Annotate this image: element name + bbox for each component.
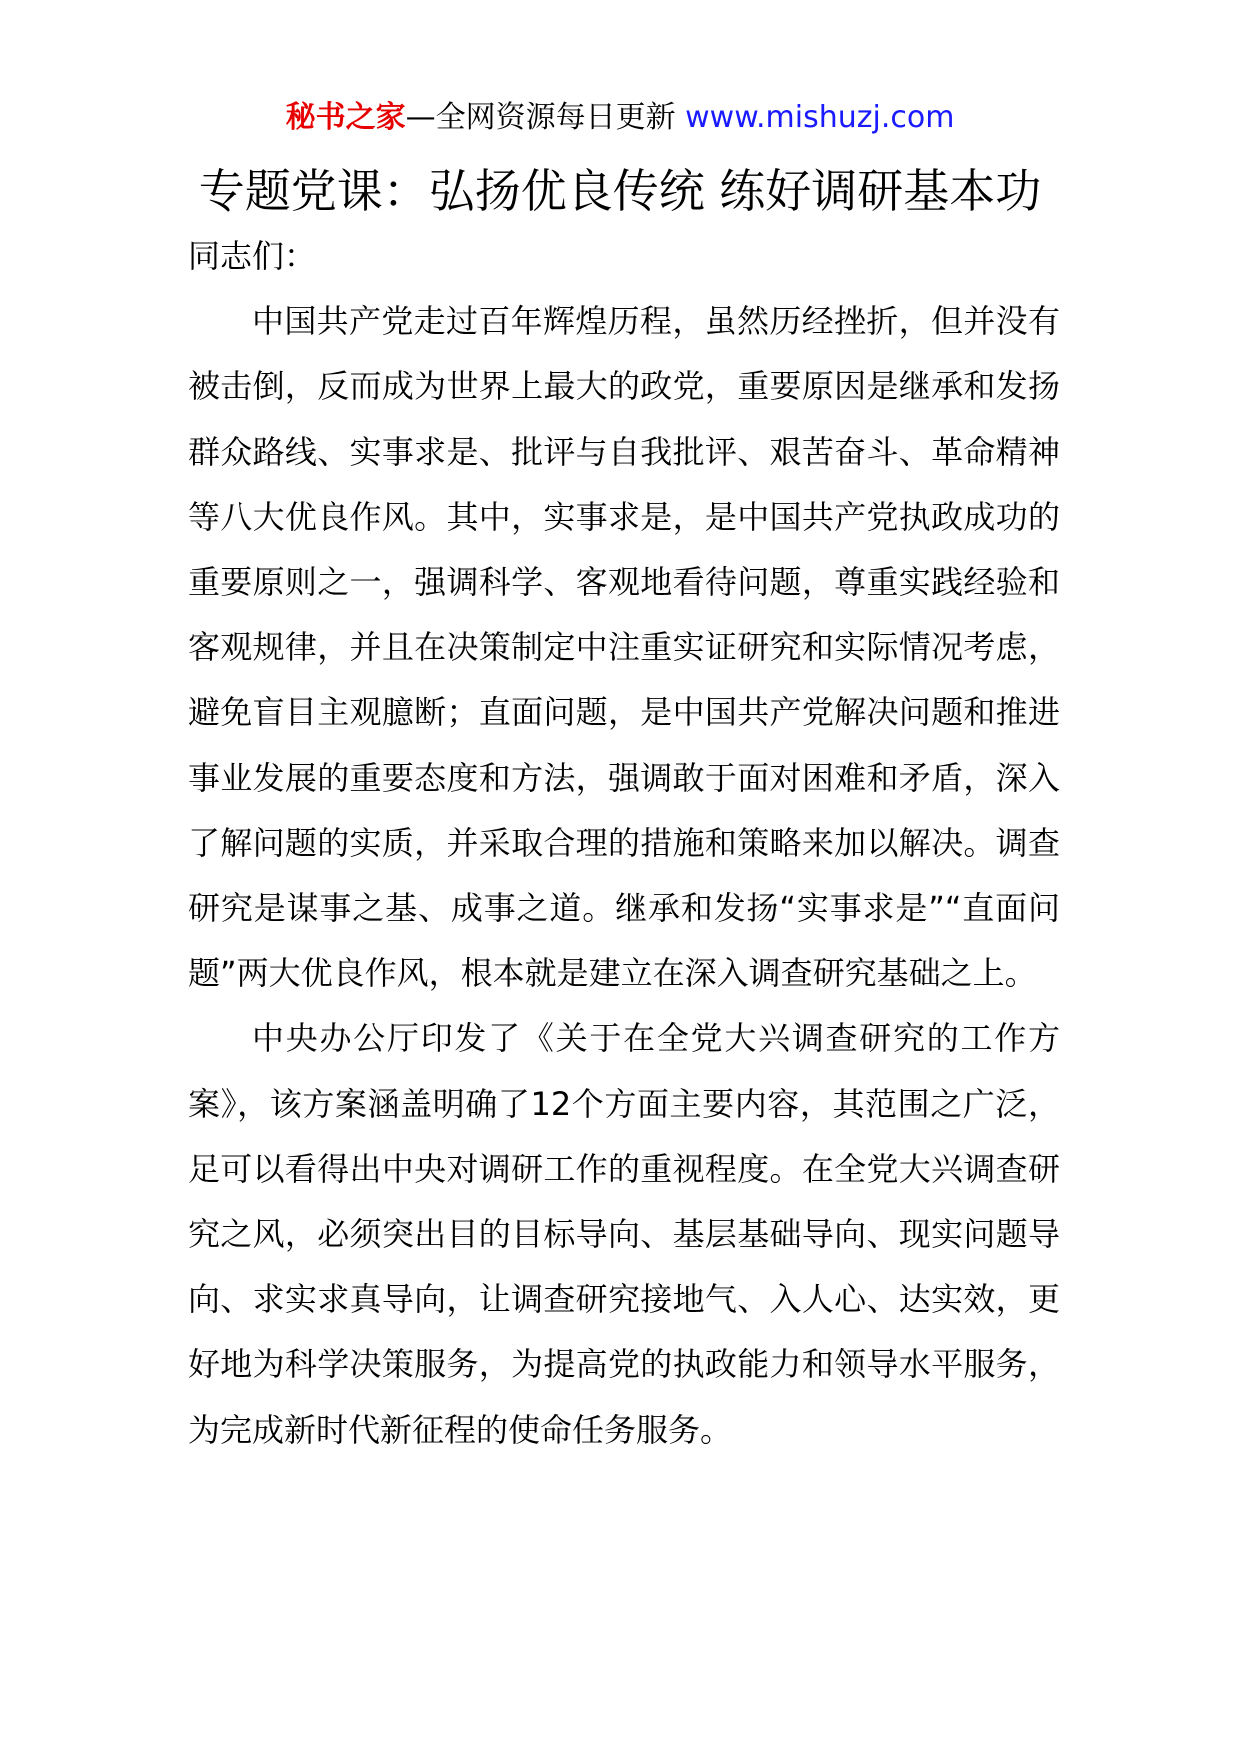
site-url-link[interactable]: www.mishuzj.com	[685, 100, 955, 135]
site-header	[0, 98, 1240, 138]
paragraph-2: 中央办公厅印发了《关于在全党大兴调查研究的工作方案》，该方案涵盖明确了12个方面主要内容，其范围之广泛，足可以看得出中央对调研工作的重视程度。在全党大兴调查研究之风，必须突出目的目标导向、基层基础导向、现实问题导向、求实求真导向，让调查研究接地气、入人心、达实效，更好地为科学决策服务，为提高党的执政能力和领导水平服务，为完成新时代新征程的使命任务服务。	[188, 1019, 1060, 1449]
page-title: 专题党课：弘扬优良传统 练好调研基本功	[198, 164, 1042, 218]
document-body	[188, 224, 1060, 1463]
salutation: 同志们：	[188, 237, 317, 275]
site-tagline: —全网资源每日更新	[405, 100, 686, 135]
paragraph-1: 中国共产党走过百年辉煌历程，虽然历经挫折，但并没有被击倒，反而成为世界上最大的政党，重要原因是继承和发扬群众路线、实事求是、批评与自我批评、艰苦奋斗、革命精神等八大优良作风。其中，实事求是，是中国共产党执政成功的重要原则之一，强调科学、客观地看待问题，尊重实践经验和客观规律，并且在决策制定中注重实证研究和实际情况考虑，避免盲目主观臆断；直面问题，是中国共产党解决问题和推进事业发展的重要态度和方法，强调敢于面对困难和矛盾，深入了解问题的实质，并采取合理的措施和策略来加以解决。调查研究是谋事之基、成事之道。继承和发扬“实事求是”“直面问题”两大优良作风，根本就是建立在深入调查研究基础之上。	[188, 302, 1060, 993]
site-brand: 秘书之家	[285, 100, 406, 135]
